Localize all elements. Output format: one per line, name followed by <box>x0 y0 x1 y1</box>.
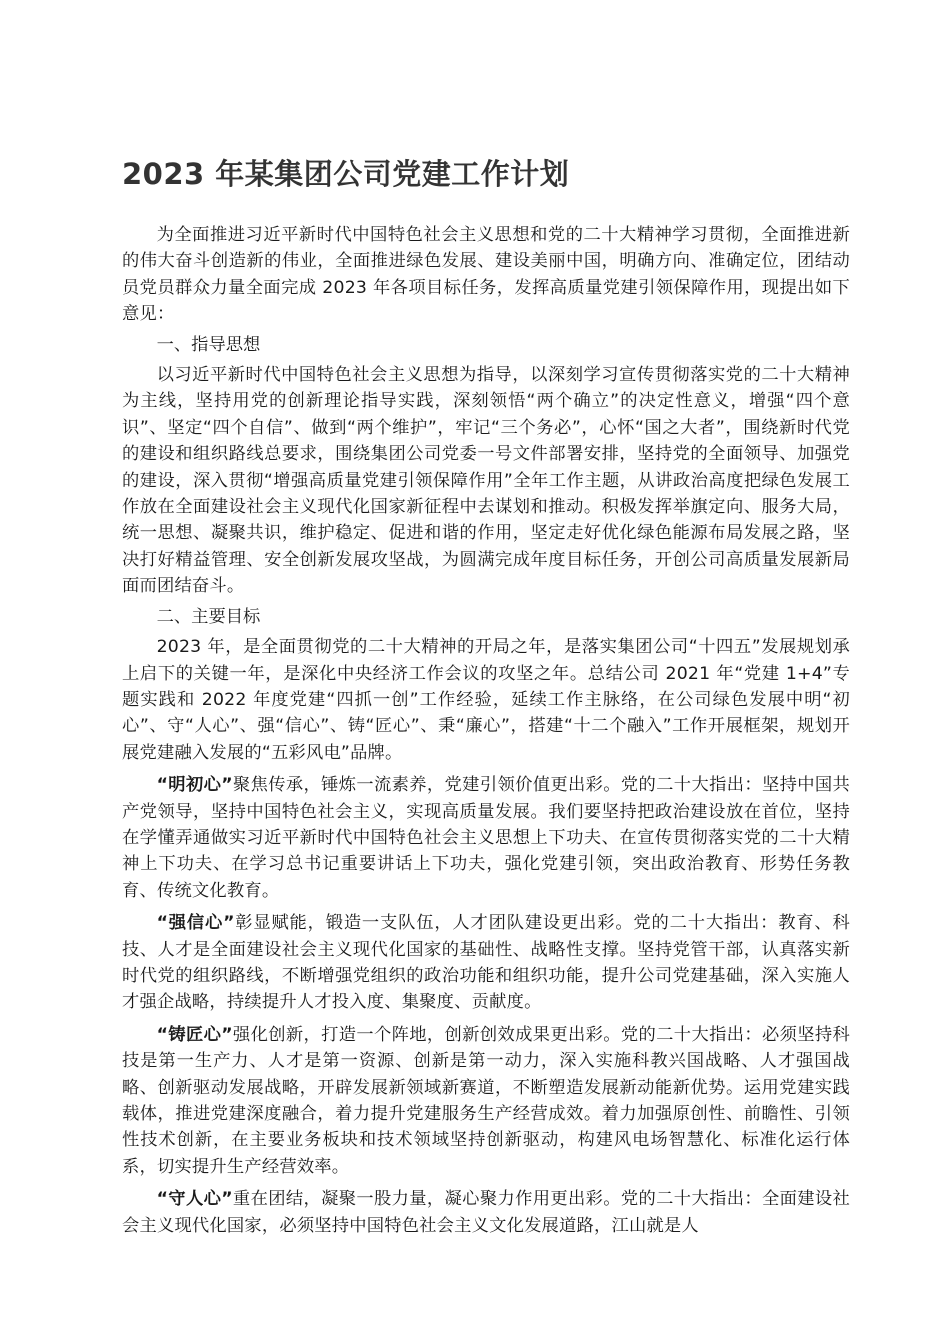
goal-item-text: 彰显赋能，锻造一支队伍，人才团队建设更出彩。党的二十大指出：教育、科技、人才是全面建设社会主义现代化国家的基础性、战略性支撑。坚持党管干部，认真落实新时代党的组织路线，不断增强党组织的政治功能和组织功能，提升公司党建基础，深入实施人才强企战略，持续提升人才投入度、集聚度、贡献度。 <box>122 913 850 1013</box>
intro-paragraph: 为全面推进习近平新时代中国特色社会主义思想和党的二十大精神学习贯彻，全面推进新的伟大奋斗创造新的伟业，全面推进绿色发展、建设美丽中国，明确方向、准确定位，团结动员党员群众力量全面完成 2023 年各项目标任务，发挥高质量党建引领保障作用，现提出如下意见： <box>122 225 850 325</box>
goal-item-ming-chuxin <box>122 772 850 904</box>
section-heading-main-goals: 二、主要目标 <box>156 606 261 627</box>
document-title: 2023 年某集团公司党建工作计划 <box>122 157 570 191</box>
goal-item-text: 重在团结，凝聚一股力量，凝心聚力作用更出彩。党的二十大指出：全面建设社会主义现代化国家，必须坚持中国特色社会主义文化发展道路，江山就是人 <box>122 1189 850 1236</box>
document-page <box>122 150 850 1239</box>
goal-item-shou-renxin <box>122 1186 850 1239</box>
section-heading-guiding-ideology: 一、指导思想 <box>156 334 261 355</box>
goal-item-text: 聚焦传承，锤炼一流素养，党建引领价值更出彩。党的二十大指出：坚持中国共产党领导，坚持中国特色社会主义，实现高质量发展。我们要坚持把政治建设放在首位，坚持在学懂弄通做实习近平新时代中国特色社会主义思想上下功夫、在宣传贯彻落实党的二十大精神上下功夫、在学习总书记重要讲话上下功夫，强化党建引领，突出政治教育、形势任务教育、传统文化教育。 <box>122 775 850 901</box>
main-goals-paragraph: 2023 年，是全面贯彻党的二十大精神的开局之年，是落实集团公司“十四五”发展规划承上启下的关键一年，是深化中央经济工作会议的攻坚之年。总结公司 2021 年“党建 1+4”专题实践和 2022 年度党建“四抓一创”工作经验，延续工作主脉络，在公司绿色发展中明“初心”、守“人心”、强“信心”、铸“匠心”、秉“廉心”，搭建“十二个融入”工作开展框架，规划开展党建融入发展的“五彩风电”品牌。 <box>122 637 850 763</box>
goal-item-lead: “明初心” <box>156 775 233 796</box>
goal-item-lead: “守人心” <box>156 1189 233 1210</box>
goal-item-lead: “铸匠心” <box>156 1024 233 1045</box>
goal-item-lead: “强信心” <box>156 913 235 934</box>
goal-item-qiang-xinxin <box>122 910 850 1016</box>
goal-item-text: 强化创新，打造一个阵地，创新创效成果更出彩。党的二十大指出：必须坚持科技是第一生产力、人才是第一资源、创新是第一动力，深入实施科教兴国战略、人才强国战略、创新驱动发展战略，开辟发展新领域新赛道，不断塑造发展新动能新优势。运用党建实践载体，推进党建深度融合，着力提升党建服务生产经营成效。着力加强原创性、前瞻性、引领性技术创新，在主要业务板块和技术领域坚持创新驱动，构建风电场智慧化、标准化运行体系，切实提升生产经营效率。 <box>122 1024 850 1177</box>
guiding-ideology-paragraph: 以习近平新时代中国特色社会主义思想为指导，以深刻学习宣传贯彻落实党的二十大精神为主线，坚持用党的创新理论指导实践，深刻领悟“两个确立”的决定性意义，增强“四个意识”、坚定“四个自信”、做到“两个维护”，牢记“三个务必”，心怀“国之大者”，围绕新时代党的建设和组织路线总要求，围绕集团公司党委一号文件部署安排，坚持党的全面领导、加强党的建设，深入贯彻“增强高质量党建引领保障作用”全年工作主题，从讲政治高度把绿色发展工作放在全面建设社会主义现代化国家新征程中去谋划和推动。积极发挥举旗定向、服务大局，统一思想、凝聚共识，维护稳定、促进和谐的作用，坚定走好优化绿色能源布局发展之路，坚决打好精益管理、安全创新发展攻坚战，为圆满完成年度目标任务，开创公司高质量发展新局面而团结奋斗。 <box>122 365 850 597</box>
goal-item-zhu-jiangxin <box>122 1022 850 1180</box>
